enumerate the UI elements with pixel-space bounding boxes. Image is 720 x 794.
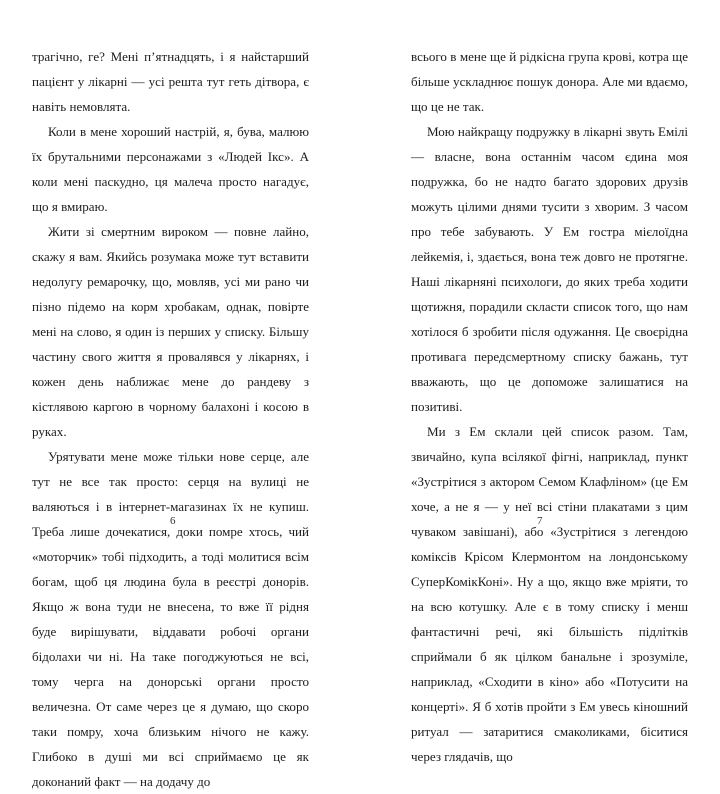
page-number-right: 7 <box>537 515 543 527</box>
paragraph: Мою найкращу подружку в лікарні звуть Емілі — власне, вона останнім часом єдина моя подружка, бо не надто багато здорових друзів можуть цілими днями тусити з хворим. З часом про тебе забувають. У Ем гостра мієлоїдна лейкемія, і, здається, вона теж довго не протягне. Наші лікарняні психологи, до яких треба ходити щотижня, порадили скласти список того, що нам хотілося б зробити після одужання. Це своєрідна противага передсмертному списку бажань, тут вважають, що це допоможе залишатися на позитиві. <box>411 124 688 414</box>
paragraph: Коли в мене хороший настрій, я, бува, малюю їх брутальними персонажами з «Людей Ікс». А коли мені паскудно, ця малеча просто нагадує, що я вмираю. <box>32 124 309 214</box>
right-page-text <box>411 44 688 769</box>
paragraph: трагічно, ге? Мені п’ятнадцять, і я найстарший пацієнт у лікарні — усі решта тут геть дітвора, є навіть немовлята. <box>32 49 309 114</box>
left-page-text <box>32 44 309 794</box>
paragraph: Урятувати мене може тільки нове серце, але тут не все так просто: серця на вулиці не валяються і в інтернет-магазинах їх не купиш. Треба лише дочекатися, доки помре хтось, чий «моторчик» тобі підходить, а тоді молитися всім богам, щоб ця людина була в реєстрі донорів. Якщо ж вона туди не внесена, то вже її рідня буде вирішувати, віддавати робочі органи бідолахи чи ні. На таке погоджуються не всі, тому черга на донорські органи просто величезна. От саме через це я думаю, що скоро таки помру, хоча близьким нічого не кажу. Глибоко в душі ми всі сприймаємо це як доконаний факт — на додачу до <box>32 449 309 789</box>
paragraph: Жити зі смертним вироком — повне лайно, скажу я вам. Якийсь розумака може тут вставити недолугу ремарочку, що, мовляв, усі ми рано чи пізно підемо на корм хробакам, однак, повірте мені на слово, я один із перших у списку. Більшу частину свого життя я провалявся у лікарнях, і кожен день наближає мене до рандеву з кістлявою каргою в чорному балахоні і косою в руках. <box>32 224 309 439</box>
paragraph: Ми з Ем склали цей список разом. Там, звичайно, купа всілякої фігні, наприклад, пункт «Зустрітися з актором Семом Клафліном» (це Ем хоче, а не я — у неї всі стіни плакатами з цим чуваком завішані), або «Зустрітися з легендою коміксів Крісом Клермонтом на лондонському СуперКомікКоні». Ну а що, якщо вже мріяти, то на всю котушку. Але є в тому списку і менш фантастичні речі, які більшість підлітків сприймали б як цілком банальне і зрозуміле, наприклад, «Сходити в кіно» або «Потусити на концерті». Я б хотів пройти з Ем увесь кіношний ритуал — затаритися смаколиками, біситися через глядачів, що <box>411 424 688 764</box>
page-number-left: 6 <box>170 515 176 527</box>
paragraph: всього в мене ще й рідкісна група крові, котра ще більше ускладнює пошук донора. Але ми вдаємо, що це не так. <box>411 49 688 114</box>
